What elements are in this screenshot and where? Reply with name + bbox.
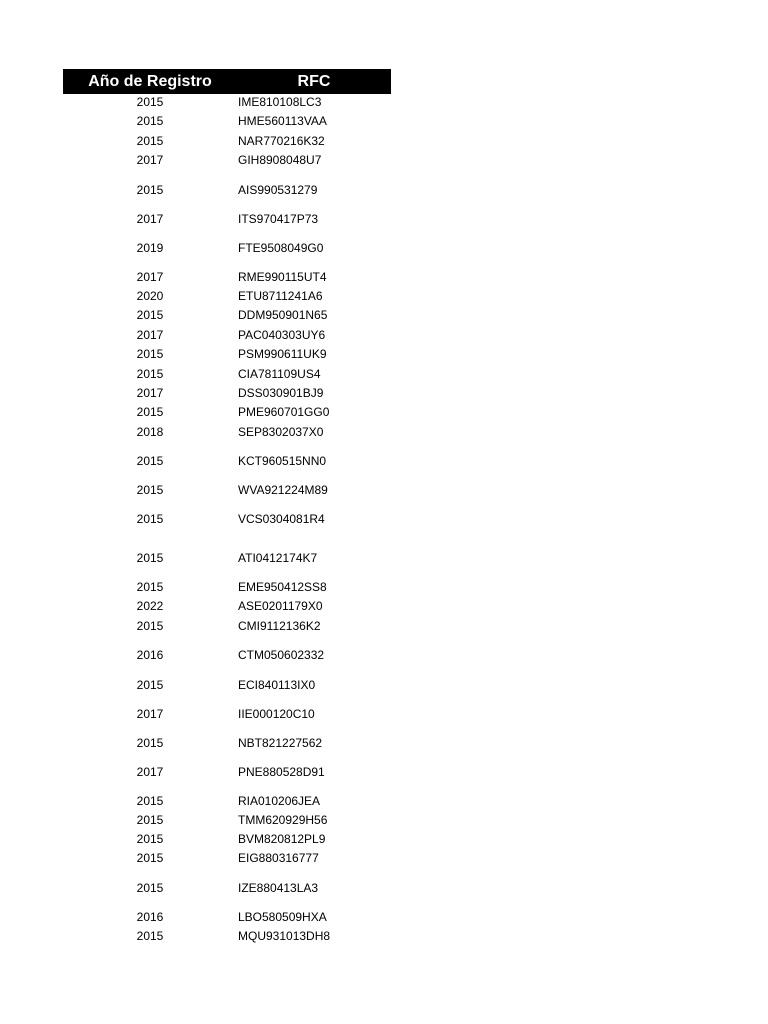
cell-rfc: FTE9508049G0 — [238, 241, 324, 255]
header-rfc: RFC — [297, 73, 331, 90]
table-row — [63, 909, 391, 925]
table-row — [63, 152, 391, 168]
cell-year: 2015 — [136, 95, 164, 109]
cell-rfc: PSM990611UK9 — [238, 347, 327, 361]
cell-year: 2016 — [136, 648, 164, 662]
table-row — [63, 850, 391, 866]
cell-year: 2015 — [136, 183, 164, 197]
cell-rfc: CTM050602332 — [238, 648, 325, 662]
cell-year: 2015 — [136, 405, 164, 419]
cell-rfc: CMI9112136K2 — [238, 619, 321, 633]
cell-rfc: DSS030901BJ9 — [238, 386, 324, 400]
table-row — [63, 647, 391, 663]
cell-rfc: SEP8302037X0 — [238, 425, 324, 439]
cell-year: 2022 — [136, 599, 164, 613]
table-row — [63, 831, 391, 847]
table-row — [63, 812, 391, 828]
registry-table — [63, 69, 391, 943]
table-row — [63, 677, 391, 693]
cell-year: 2017 — [136, 386, 164, 400]
cell-year: 2017 — [136, 328, 164, 342]
cell-rfc: EIG880316777 — [238, 851, 319, 865]
cell-year: 2015 — [136, 881, 164, 895]
table-row — [63, 618, 391, 634]
table-row — [63, 182, 391, 198]
header-year: Año de Registro — [88, 73, 212, 90]
cell-year: 2017 — [136, 765, 164, 779]
cell-rfc: BVM820812PL9 — [238, 832, 326, 846]
table-row — [63, 764, 391, 780]
cell-rfc: EME950412SS8 — [238, 580, 327, 594]
cell-rfc: LBO580509HXA — [238, 910, 327, 924]
cell-year: 2015 — [136, 512, 164, 526]
table-row — [63, 288, 391, 304]
cell-year: 2015 — [136, 929, 164, 943]
cell-rfc: WVA921224M89 — [238, 483, 328, 497]
cell-rfc: HME560113VAA — [238, 114, 327, 128]
cell-year: 2016 — [136, 910, 164, 924]
cell-year: 2015 — [136, 367, 164, 381]
cell-year: 2015 — [136, 619, 164, 633]
table-row — [63, 550, 391, 566]
table-row — [63, 453, 391, 469]
table-row — [63, 307, 391, 323]
cell-year: 2015 — [136, 678, 164, 692]
cell-year: 2019 — [136, 241, 164, 255]
table-row — [63, 793, 391, 809]
cell-year: 2015 — [136, 347, 164, 361]
cell-rfc: MQU931013DH8 — [238, 929, 331, 943]
table-header — [63, 69, 391, 94]
cell-year: 2015 — [136, 454, 164, 468]
cell-year: 2015 — [136, 794, 164, 808]
cell-rfc: NBT821227562 — [238, 736, 323, 750]
table-row — [63, 706, 391, 722]
table-row — [63, 327, 391, 343]
cell-rfc: GIH8908048U7 — [238, 153, 322, 167]
table-row — [63, 579, 391, 595]
cell-rfc: ITS970417P73 — [238, 212, 319, 226]
cell-year: 2017 — [136, 270, 164, 284]
cell-rfc: KCT960515NN0 — [238, 454, 327, 468]
table-row — [63, 404, 391, 420]
cell-year: 2015 — [136, 832, 164, 846]
cell-rfc: IME810108LC3 — [238, 95, 322, 109]
cell-year: 2017 — [136, 212, 164, 226]
cell-rfc: ETU8711241A6 — [238, 289, 323, 303]
table-row — [63, 385, 391, 401]
cell-rfc: ASE0201179X0 — [238, 599, 323, 613]
cell-year: 2017 — [136, 707, 164, 721]
cell-rfc: CIA781109US4 — [238, 367, 321, 381]
table-row — [63, 424, 391, 440]
table-row — [63, 94, 391, 110]
cell-year: 2015 — [136, 134, 164, 148]
cell-year: 2017 — [136, 153, 164, 167]
cell-rfc: IZE880413LA3 — [238, 881, 319, 895]
table-row — [63, 133, 391, 149]
table-row — [63, 346, 391, 362]
cell-rfc: TMM620929H56 — [238, 813, 328, 827]
cell-year: 2015 — [136, 551, 164, 565]
cell-rfc: ECI840113IX0 — [238, 678, 316, 692]
cell-year: 2015 — [136, 308, 164, 322]
cell-year: 2015 — [136, 851, 164, 865]
cell-rfc: IIE000120C10 — [238, 707, 315, 721]
cell-year: 2015 — [136, 114, 164, 128]
cell-rfc: PNE880528D91 — [238, 765, 325, 779]
cell-year: 2018 — [136, 425, 164, 439]
cell-year: 2015 — [136, 483, 164, 497]
table-row — [63, 366, 391, 382]
table-row — [63, 240, 391, 256]
cell-rfc: PME960701GG0 — [238, 405, 330, 419]
cell-rfc: RME990115UT4 — [238, 270, 327, 284]
cell-year: 2015 — [136, 580, 164, 594]
table-row — [63, 880, 391, 896]
cell-year: 2015 — [136, 736, 164, 750]
table-row — [63, 598, 391, 614]
table-row — [63, 928, 391, 944]
cell-rfc: ATI0412174K7 — [238, 551, 318, 565]
table-row — [63, 113, 391, 129]
table-row — [63, 735, 391, 751]
cell-rfc: RIA010206JEA — [238, 794, 321, 808]
table-row — [63, 211, 391, 227]
cell-rfc: NAR770216K32 — [238, 134, 325, 148]
cell-year: 2020 — [136, 289, 164, 303]
cell-rfc: PAC040303UY6 — [238, 328, 326, 342]
cell-year: 2015 — [136, 813, 164, 827]
table-row — [63, 482, 391, 498]
table-row — [63, 511, 391, 527]
cell-rfc: VCS0304081R4 — [238, 512, 325, 526]
cell-rfc: DDM950901N65 — [238, 308, 328, 322]
cell-rfc: AIS990531279 — [238, 183, 318, 197]
table-row — [63, 269, 391, 285]
